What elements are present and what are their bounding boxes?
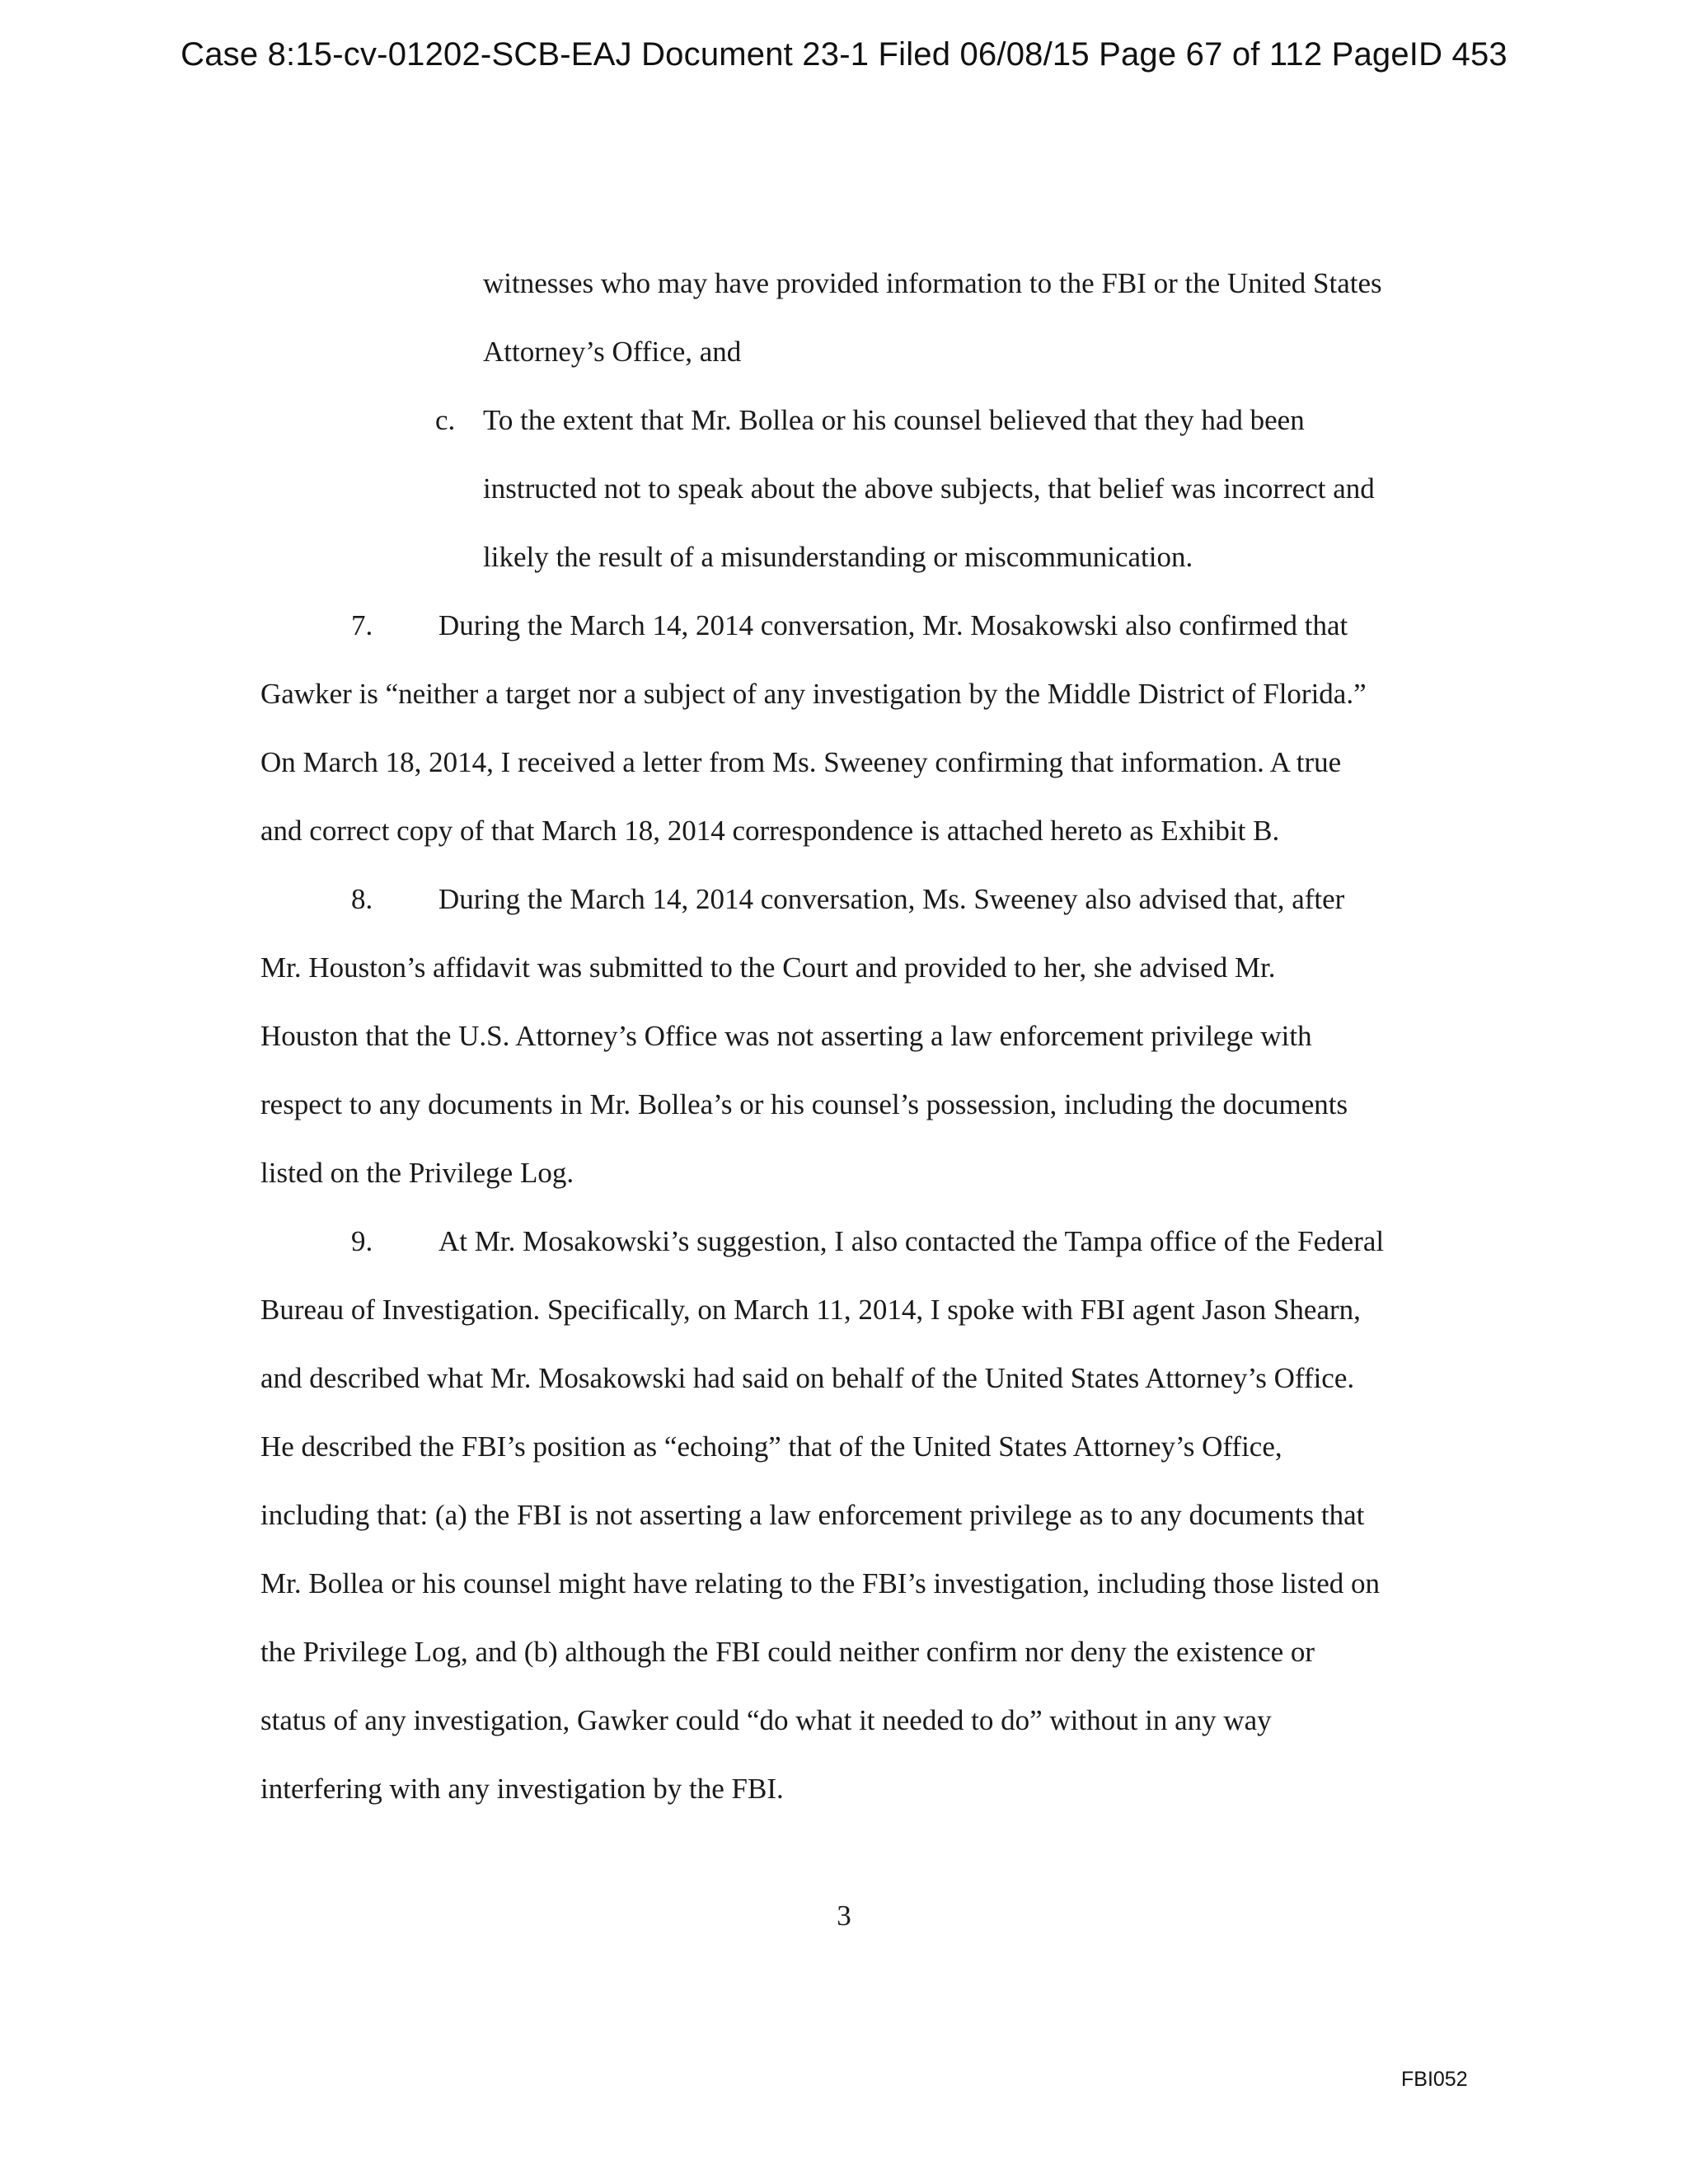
body-line: likely the result of a misunderstanding or miscommunication. <box>483 541 1193 573</box>
bates-number: FBI052 <box>1401 2068 1468 2091</box>
body-line: Mr. Houston’s affidavit was submitted to the Court and provided to her, she advised Mr. <box>260 951 1276 984</box>
body-line: At Mr. Mosakowski’s suggestion, I also contacted the Tampa office of the Federal <box>438 1225 1385 1257</box>
body-line: the Privilege Log, and (b) although the FBI could neither confirm nor deny the existence or <box>260 1636 1315 1668</box>
paragraph-number: 7. <box>351 609 373 641</box>
body-line: and correct copy of that March 18, 2014 correspondence is attached hereto as Exhibit B. <box>260 815 1280 847</box>
paragraph-number: 9. <box>351 1225 373 1257</box>
body-line: Gawker is “neither a target nor a subject of any investigation by the Middle District of Florida.” <box>260 678 1367 710</box>
body-line: interfering with any investigation by the FBI. <box>260 1773 784 1805</box>
body-line: Bureau of Investigation. Specifically, on March 11, 2014, I spoke with FBI agent Jason Shearn, <box>260 1294 1361 1326</box>
paragraph-number: 8. <box>351 883 373 915</box>
body-line: Houston that the U.S. Attorney’s Office was not asserting a law enforcement privilege with <box>260 1020 1312 1052</box>
body-line: listed on the Privilege Log. <box>260 1157 574 1189</box>
body-line: instructed not to speak about the above subjects, that belief was incorrect and <box>483 472 1375 505</box>
body-line: He described the FBI’s position as “echoing” that of the United States Attorney’s Office, <box>260 1430 1282 1463</box>
body-line: During the March 14, 2014 conversation, Ms. Sweeney also advised that, after <box>438 883 1345 915</box>
body-line: Mr. Bollea or his counsel might have relating to the FBI’s investigation, including those listed on <box>260 1567 1381 1599</box>
body-line: including that: (a) the FBI is not asserting a law enforcement privilege as to any documents that <box>260 1499 1365 1531</box>
body-line: status of any investigation, Gawker could “do what it needed to do” without in any way <box>260 1704 1272 1736</box>
body-line: and described what Mr. Mosakowski had said on behalf of the United States Attorney’s Office. <box>260 1362 1355 1394</box>
case-header: Case 8:15-cv-01202-SCB-EAJ Document 23-1 Filed 06/08/15 Page 67 of 112 PageID 453 <box>181 36 1507 73</box>
sub-item-marker: c. <box>435 404 456 436</box>
body-line: Attorney’s Office, and <box>483 336 742 368</box>
body-line: witnesses who may have provided information to the FBI or the United States <box>483 267 1382 299</box>
body-line: During the March 14, 2014 conversation, Mr. Mosakowski also confirmed that <box>438 609 1348 641</box>
body-line: To the extent that Mr. Bollea or his counsel believed that they had been <box>483 404 1305 436</box>
body-line: respect to any documents in Mr. Bollea’s or his counsel’s possession, including the documents <box>260 1088 1348 1120</box>
body-line: On March 18, 2014, I received a letter from Ms. Sweeney confirming that information. A true <box>260 746 1342 778</box>
page-number: 3 <box>837 1900 851 1932</box>
